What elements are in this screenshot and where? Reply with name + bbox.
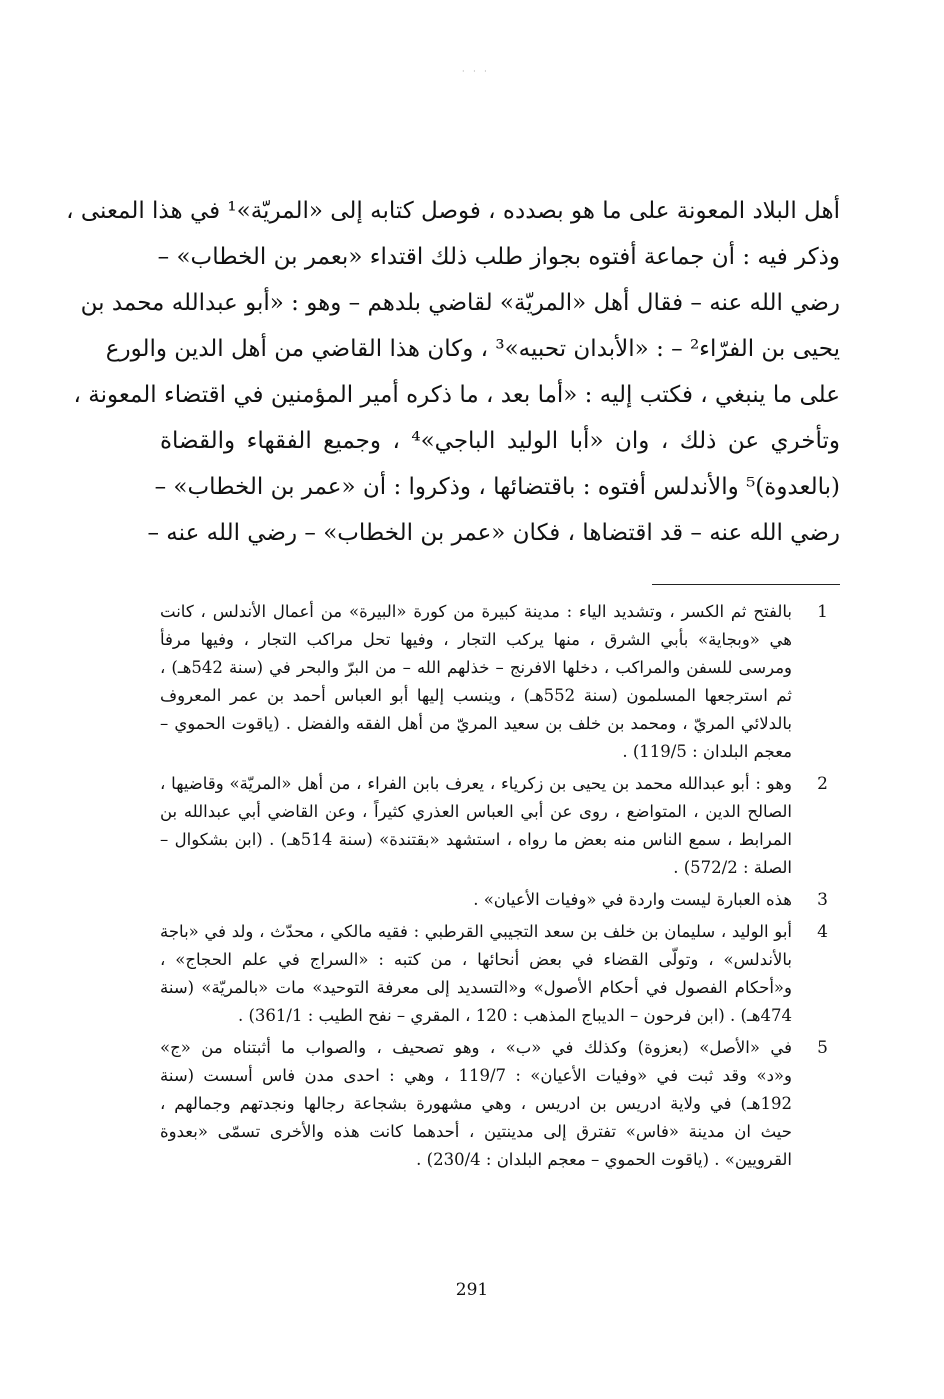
footnote-line: 474هـ) . (ابن فرحون – الديباج المذهب : 120 ، المقري – نفح الطيب : 361/1) .	[237, 1006, 792, 1025]
footnote-line: هي «وبجاية» بأبي الشرق ، منها يركب التجار ، وفيها تحل مراكب التجار ، وفيها مرفأ	[160, 630, 792, 649]
footnote-line: حيث ان مدينة «فاس» تفترق إلى مدينتين ، أحدهما كانت هذه والأخرى تسمّى «بعدوة	[160, 1122, 792, 1141]
footnote-line: الصالح الدين ، المتواضع ، روى عن أبي العباس العذري كثيراً ، وعن القاضي أبي عبدالله بن	[160, 802, 792, 821]
footnote-line: وهو : أبو عبدالله محمد بن يحيى بن زكرياء ، يعرف بابن الفراء ، من أهل «المريّة» وقاضيها ،	[160, 774, 792, 793]
footnote-line: ثم استرجعها المسلمون (سنة 552هـ) ، وينسب إليها أبو العباس أحمد بن عمر المعروف	[160, 686, 792, 705]
footnote-line: بالفتح ثم الكسر ، وتشديد الياء : مدينة كبيرة من كورة «البيرة» من أعمال الأندلس ، كانت	[160, 602, 792, 621]
footnote-line: أبو الوليد ، سليمان بن خلف بن سعد التجيبي القرطبي : فقيه مالكي ، محدّث ، ولد في «باجة	[160, 922, 792, 941]
footnote-line: 192هـ) في ولاية ادريس بن ادريس ، وهي مشهورة بشجاعة رجالها ونجدتهم وجمالهم ،	[160, 1094, 792, 1113]
footnote-3	[160, 886, 840, 914]
footnote-line: هذه العبارة ليست واردة في «وفيات الأعيان» .	[473, 890, 792, 909]
footnote-line: معجم البلدان : 119/5) .	[622, 742, 792, 761]
footnote-4	[160, 918, 840, 1030]
body-line: رضي الله عنه – فقال أهل «المريّة» لقاضي بلدهم – وهو : «أبو عبدالله محمد بن	[80, 290, 840, 316]
footnote-1	[160, 598, 840, 766]
footnote-line: بالأندلس» ، وتولّى القضاء في بعض أنحائها ، من كتبه : «السراج في علم الحجاج» ،	[160, 950, 792, 969]
footnote-separator	[652, 584, 840, 585]
footnote-number: 2	[817, 774, 828, 794]
footnote-2	[160, 770, 840, 882]
body-line: وذكر فيه : أن جماعة أفتوه بجواز طلب ذلك اقتداء «بعمر بن الخطاب» –	[157, 244, 840, 270]
body-line: أهل البلاد المعونة على ما هو بصدده ، فوصل كتابه إلى «المريّة»¹ في هذا المعنى ،	[66, 198, 840, 224]
body-line: رضي الله عنه – قد اقتضاها ، فكان «عمر بن الخطاب» – رضي الله عنه –	[147, 520, 840, 546]
body-line: يحيى بن الفرّاء² – : «الأبدان تحبيه»³ ، وكان هذا القاضي من أهل الدين والورع	[105, 336, 840, 362]
footnote-number: 1	[817, 602, 828, 622]
body-line: (بالعدوة)⁵ والأندلس أفتوه : باقتضائها ، وذكروا : أن «عمر بن الخطاب» –	[154, 474, 840, 500]
footnote-line: المرابط ، سمع الناس منه بعض ما رواه ، استشهد «بقتندة» (سنة 514هـ) . (ابن بشكوال –	[160, 830, 792, 849]
footnote-line: بالدلائي المريّ ، ومحمد بن خلف بن سعيد المريّ من أهل الفقه والفضل . (ياقوت الحموي –	[160, 714, 792, 733]
scan-speck: · · ·	[462, 67, 490, 76]
body-line: وتأخري عن ذلك ، وان «أبا الوليد الباجي»⁴ ، وجميع الفقهاء والقضاة	[160, 428, 840, 454]
footnote-5	[160, 1034, 840, 1174]
footnote-line: القرويين» . (ياقوت الحموي – معجم البلدان : 230/4) .	[416, 1150, 792, 1169]
footnote-number: 5	[817, 1038, 828, 1058]
footnote-line: و«أحكام الفصول في أحكام الأصول» و«التسديد إلى معرفة التوحيد» مات «بالمريّة» (سنة	[160, 978, 792, 997]
footnote-line: الصلة : 572/2) .	[673, 858, 792, 877]
footnote-number: 4	[817, 922, 828, 942]
footnote-line: ومرسى للسفن والمراكب ، دخلها الافرنج – خذلهم الله – من البرّ والبحر في (سنة 542هـ) ،	[160, 658, 793, 677]
body-line: على ما ينبغي ، فكتب إليه : «أما بعد ، ما ذكره أمير المؤمنين في اقتضاء المعونة ،	[73, 382, 840, 408]
footnote-line: و«د» وقد ثبت في «وفيات الأعيان» : 119/7 ، وهي : احدى مدن فاس أسست (سنة	[160, 1066, 792, 1085]
footnotes	[160, 598, 840, 1178]
footnote-number: 3	[817, 890, 828, 910]
page-number: 291	[455, 1280, 489, 1300]
footnote-line: في «الأصل» (بعزوة) وكذلك في «ب» ، وهو تصحيف ، والصواب ما أثبتناه من «ج»	[160, 1038, 792, 1057]
main-text	[66, 188, 840, 556]
